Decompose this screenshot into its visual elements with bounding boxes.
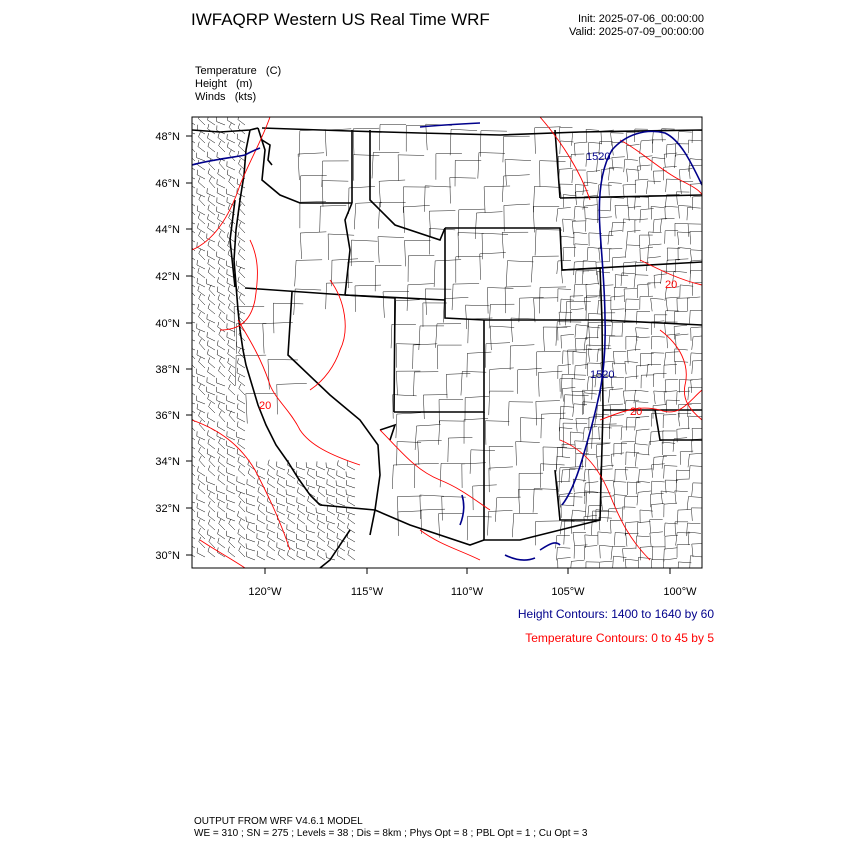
lat-label: 36°N (155, 410, 180, 422)
temperature-label: 20 (665, 279, 678, 291)
lon-label: 100°W (663, 586, 697, 598)
map-title: IWFAQRP Western US Real Time WRF (191, 10, 490, 29)
lat-label: 42°N (155, 271, 180, 283)
height-label: 1520 (590, 369, 615, 381)
model-info-line1: OUTPUT FROM WRF V4.6.1 MODEL (194, 816, 363, 827)
map-area (187, 114, 706, 575)
lat-label: 48°N (155, 131, 180, 143)
lon-label: 120°W (248, 586, 282, 598)
lon-label: 115°W (350, 586, 384, 598)
lat-label: 32°N (155, 503, 180, 515)
lon-label: 105°W (551, 586, 585, 598)
temperature-contour-legend: Temperature Contours: 0 to 45 by 5 (525, 631, 714, 645)
lat-label: 40°N (155, 318, 180, 330)
lat-axis (155, 131, 192, 562)
field-winds: Winds (kts) (195, 91, 257, 103)
valid-time: Valid: 2025-07-09_00:00:00 (569, 26, 704, 38)
lon-axis (248, 568, 697, 598)
lat-label: 38°N (155, 364, 180, 376)
lat-label: 34°N (155, 456, 180, 468)
model-info-line2: WE = 310 ; SN = 275 ; Levels = 38 ; Dis = 8km ; Phys Opt = 8 ; PBL Opt = 1 ; Cu Opt = 3 (194, 828, 588, 839)
model-info (194, 816, 587, 840)
field-temperature: Temperature (C) (195, 65, 282, 77)
height-contour-legend: Height Contours: 1400 to 1640 by 60 (517, 607, 714, 621)
temperature-label: 20 (630, 406, 643, 418)
lat-label: 44°N (155, 224, 180, 236)
init-time: Init: 2025-07-06_00:00:00 (578, 13, 704, 25)
field-height: Height (m) (195, 78, 253, 90)
temperature-label: 20 (259, 400, 272, 412)
height-label: 1520 (586, 151, 611, 163)
lat-label: 46°N (155, 178, 180, 190)
lat-label: 30°N (155, 550, 180, 562)
lon-label: 110°W (450, 586, 484, 598)
